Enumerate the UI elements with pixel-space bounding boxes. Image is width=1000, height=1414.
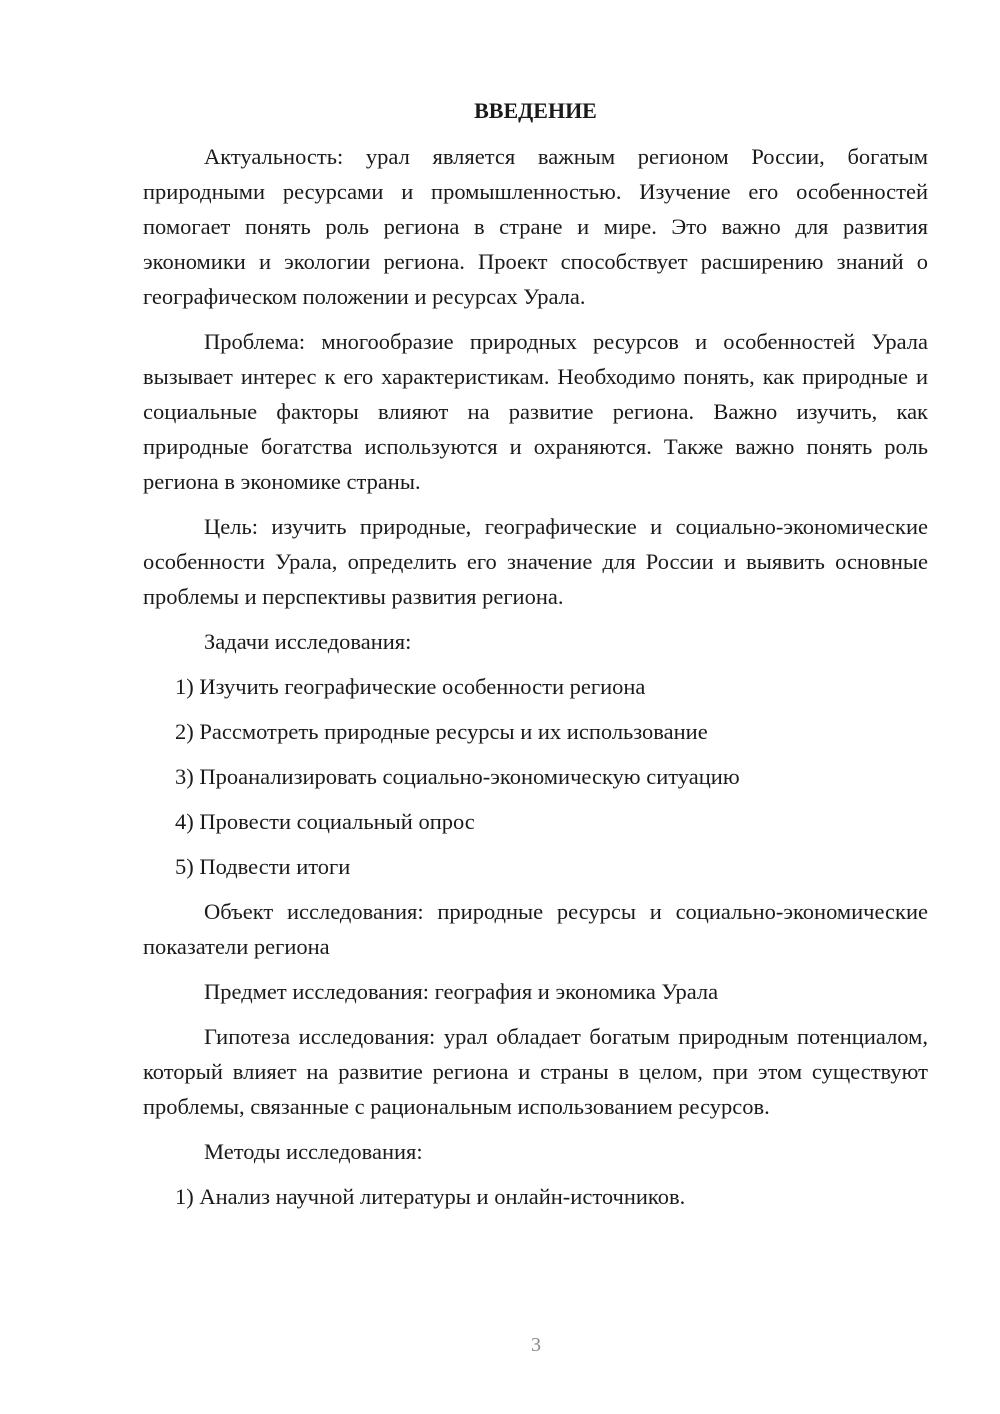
subject-paragraph: Предмет исследования: география и экономика Урала (204, 979, 719, 1004)
relevance-paragraph: Актуальность: урал является важным регионом России, богатым природными ресурсами и промышленностью. Изучение его особенностей помогает понять роль региона в стране и мире. Это важно для развития экономики и экологии региона. Проект способствует расширению знаний о географическом положении и ресурсах Урала. (143, 144, 928, 309)
task-item: 2) Рассмотреть природные ресурсы и их использование (175, 719, 708, 744)
section-heading: ВВЕДЕНИЕ (474, 98, 597, 123)
methods-title: Методы исследования: (204, 1139, 423, 1164)
task-item: 3) Проанализировать социально-экономическую ситуацию (175, 764, 740, 789)
goal-paragraph: Цель: изучить природные, географические и социально-экономические особенности Урала, определить его значение для России и выявить основные проблемы и перспективы развития региона. (143, 514, 928, 609)
problem-paragraph: Проблема: многообразие природных ресурсов и особенностей Урала вызывает интерес к его характеристикам. Необходимо понять, как природные и социальные факторы влияют на развитие региона. Важно изучить, как природные богатства используются и охраняются. Также важно понять роль региона в экономике страны. (143, 329, 928, 494)
hypothesis-paragraph: Гипотеза исследования: урал обладает богатым природным потенциалом, который влияет на развитие региона и страны в целом, при этом существуют проблемы, связанные с рациональным использованием ресурсов. (143, 1024, 928, 1119)
task-item: 4) Провести социальный опрос (175, 809, 475, 834)
object-paragraph: Объект исследования: природные ресурсы и социально-экономические показатели региона (143, 899, 928, 959)
task-item: 1) Изучить географические особенности региона (175, 674, 646, 699)
tasks-title: Задачи исследования: (204, 629, 412, 654)
page-number: 3 (531, 1334, 541, 1356)
document-page (143, 96, 928, 1214)
method-item: 1) Анализ научной литературы и онлайн-источников. (175, 1184, 686, 1209)
task-item: 5) Подвести итоги (175, 854, 351, 879)
